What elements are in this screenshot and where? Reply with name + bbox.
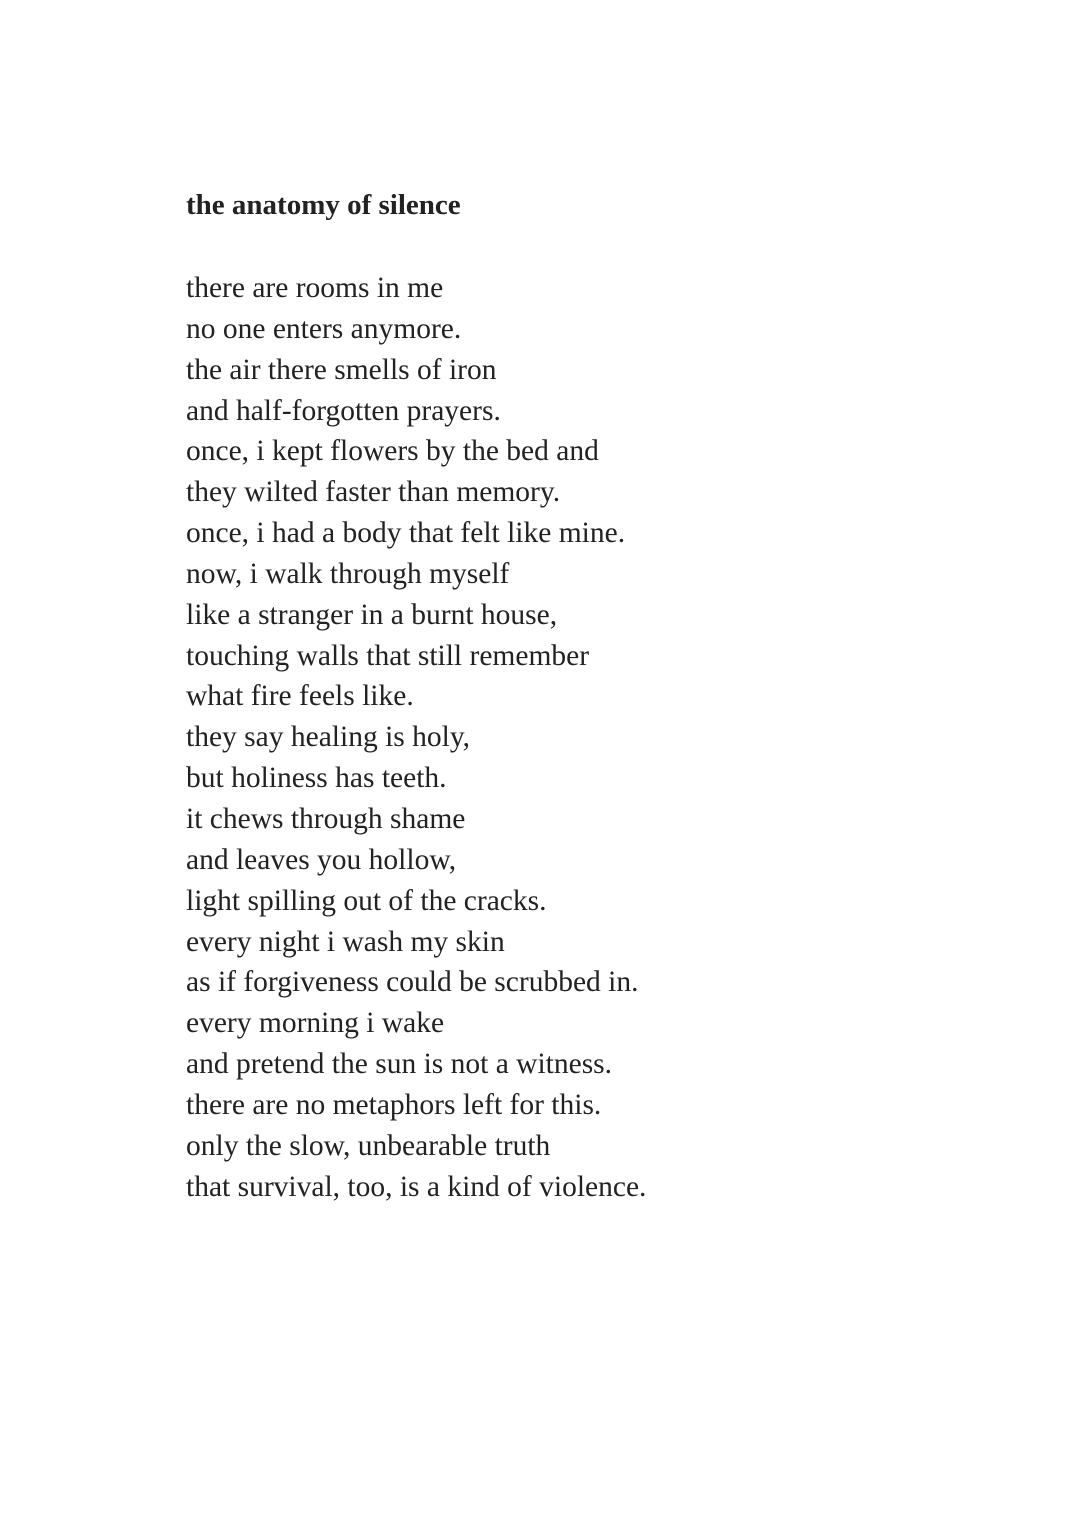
poem-line: that survival, too, is a kind of violence. (186, 1170, 647, 1203)
poem-line: what fire feels like. (186, 680, 414, 713)
poem-line: light spilling out of the cracks. (186, 884, 547, 917)
poem-line: there are no metaphors left for this. (186, 1088, 602, 1121)
poem-body (186, 268, 946, 1207)
poem-line: every morning i wake (186, 1007, 445, 1040)
poem (186, 186, 946, 1207)
poem-line: there are rooms in me (186, 272, 444, 304)
poem-line: but holiness has teeth. (186, 762, 447, 795)
poem-line: the air there smells of iron (186, 353, 497, 386)
poem-line: once, i kept flowers by the bed and (186, 435, 599, 468)
poem-line: now, i walk through myself (186, 557, 510, 590)
poem-line: as if forgiveness could be scrubbed in. (186, 966, 639, 999)
poem-line: and half-forgotten prayers. (186, 394, 501, 427)
poem-line: once, i had a body that felt like mine. (186, 517, 626, 550)
poem-line: no one enters anymore. (186, 312, 462, 345)
poem-line: they say healing is holy, (186, 721, 471, 754)
poem-line: they wilted faster than memory. (186, 476, 561, 509)
poem-line: only the slow, unbearable truth (186, 1129, 551, 1162)
poem-line: and pretend the sun is not a witness. (186, 1048, 613, 1081)
poem-title: the anatomy of silence (186, 189, 461, 221)
poem-line: it chews through shame (186, 802, 466, 835)
poem-line: every night i wash my skin (186, 925, 505, 958)
poem-line: touching walls that still remember (186, 639, 590, 672)
poem-line: and leaves you hollow, (186, 843, 457, 876)
poem-line: like a stranger in a burnt house, (186, 598, 558, 631)
